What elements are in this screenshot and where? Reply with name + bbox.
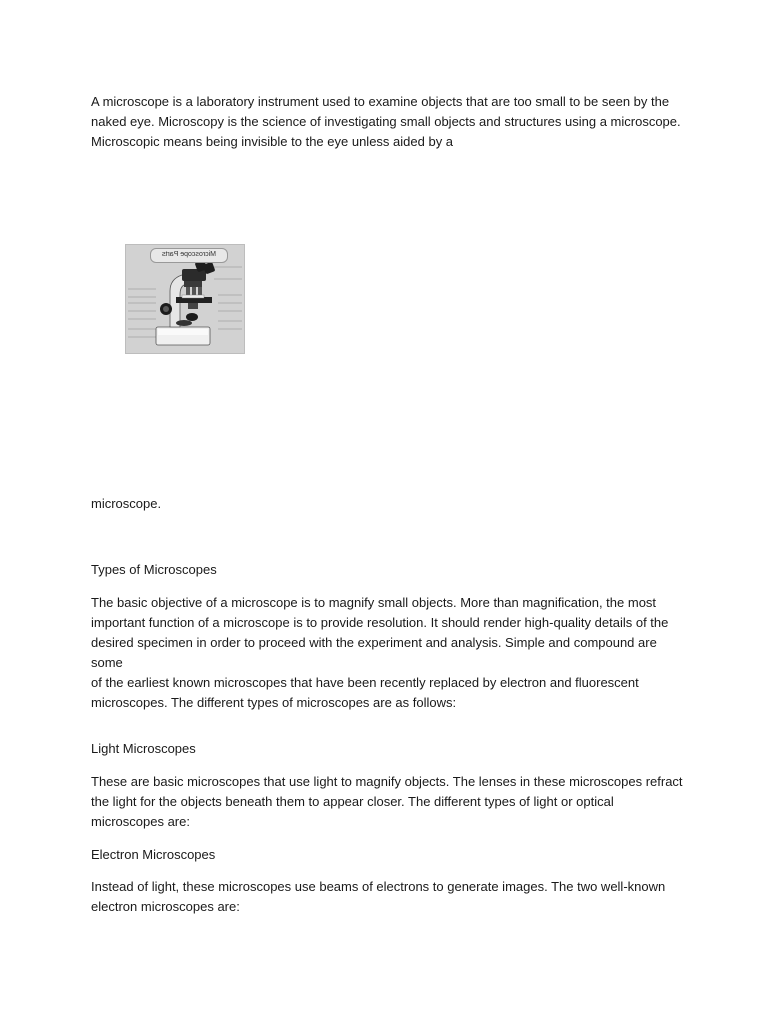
right-label-lines bbox=[214, 267, 242, 329]
intro-paragraph bbox=[91, 92, 691, 152]
electron-line-1: Instead of light, these microscopes use beams of electrons to generate images. The two well-known bbox=[91, 879, 666, 894]
types-line-3: desired specimen in order to proceed with the experiment and analysis. Simple and compound are some bbox=[91, 635, 657, 670]
electron-line-2: electron microscopes are: bbox=[91, 899, 240, 914]
types-line-1: The basic objective of a microscope is to magnify small objects. More than magnification, the most bbox=[91, 595, 657, 610]
intro-line-2: naked eye. Microscopy is the science of investigating small objects and structures using a microscope. bbox=[91, 114, 681, 129]
types-paragraph bbox=[91, 593, 691, 713]
light-line-1: These are basic microscopes that use light to magnify objects. The lenses in these microscopes refract bbox=[91, 774, 683, 789]
types-line-4: of the earliest known microscopes that have been recently replaced by electron and fluorescent bbox=[91, 675, 639, 690]
light-microscopes-heading: Light Microscopes bbox=[91, 741, 196, 756]
types-line-5: microscopes. The different types of microscopes are as follows: bbox=[91, 695, 457, 710]
left-label-lines bbox=[128, 289, 156, 337]
types-heading: Types of Microscopes bbox=[91, 562, 217, 577]
intro-line-3: Microscopic means being invisible to the eye unless aided by a bbox=[91, 134, 454, 149]
light-line-3: microscopes are: bbox=[91, 814, 190, 829]
electron-microscopes-heading: Electron Microscopes bbox=[91, 847, 216, 862]
light-paragraph bbox=[91, 772, 691, 832]
light-line-2: the light for the objects beneath them to appear closer. The different types of light or optical bbox=[91, 794, 614, 809]
electron-paragraph bbox=[91, 877, 691, 917]
figure-title: Microscope Parts bbox=[150, 248, 228, 263]
types-line-2: important function of a microscope is to provide resolution. It should render high-quality details of the bbox=[91, 615, 669, 630]
microscope-parts-figure bbox=[125, 244, 245, 354]
intro-line-1: A microscope is a laboratory instrument used to examine objects that are too small to be seen by the bbox=[91, 94, 670, 109]
continuation-text: microscope. bbox=[91, 496, 162, 511]
